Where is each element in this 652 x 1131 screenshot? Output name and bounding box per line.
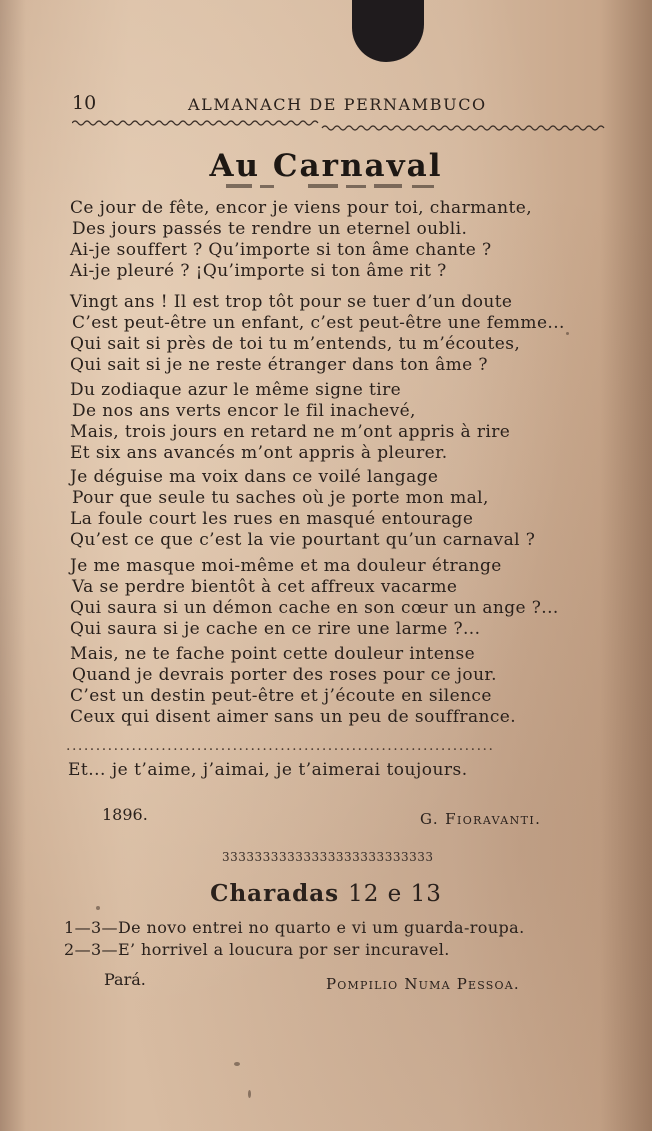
verse-line: Ceux qui disent aimer sans un peu de souffrance.: [70, 707, 517, 727]
page-header: [72, 92, 572, 120]
wavy-rule: [72, 118, 612, 132]
verse-line: Je déguise ma voix dans ce voilé langage: [70, 467, 439, 487]
poem-title: Au Carnaval: [209, 148, 443, 184]
charade-line: 1—3—De novo entrei no quarto e vi um guarda-roupa.: [64, 918, 525, 937]
dotted-separator: ........................................................................: [66, 738, 495, 754]
verse-line: Pour que seule tu saches où je porte mon mal,: [72, 488, 489, 508]
paper-speck: [248, 1090, 251, 1098]
poem-author: G. Fioravanti.: [420, 810, 542, 828]
paper-speck: [96, 906, 100, 910]
verse-line: De nos ans verts encor le fil inachevé,: [72, 401, 416, 421]
stanza-4: [70, 467, 630, 551]
verse-line: C’est peut-être un enfant, c’est peut-être une femme...: [72, 313, 565, 333]
charadas-author: Pompilio Numa Pessoa.: [326, 975, 520, 993]
verse-line: Des jours passés te rendre un eternel oubli.: [72, 219, 468, 239]
stanza-2: [70, 292, 630, 376]
verse-line: Qui sait si je ne reste étranger dans ton âme ?: [70, 355, 488, 375]
verse-line: Ai-je souffert ? Qu’importe si ton âme chante ?: [70, 240, 492, 260]
running-title: ALMANACH DE PERNAMBUCO: [188, 95, 487, 114]
charadas-numbers: 12 e 13: [348, 881, 442, 907]
verse-line: Vingt ans ! Il est trop tôt pour se tuer d’un doute: [70, 292, 513, 312]
verse-line: La foule court les rues en masqué entourage: [70, 509, 474, 529]
paper-speck: [234, 1062, 240, 1066]
ornamental-divider: 33333333333333333333333333: [222, 850, 434, 864]
stanza-6: [70, 644, 630, 728]
verse-line: Je me masque moi-même et ma douleur étrange: [70, 556, 502, 576]
charadas-title-text: Charadas: [210, 880, 340, 907]
verse-line: Mais, trois jours en retard ne m’ont appris à rire: [70, 422, 511, 442]
ink-blot: [352, 0, 424, 62]
title-underline-flourish: [222, 183, 472, 191]
verse-line: Qui saura si un démon cache en son cœur un ange ?...: [70, 598, 559, 618]
verse-line: Va se perdre bientôt à cet affreux vacarme: [72, 577, 458, 597]
verse-line: Qui saura si je cache en ce rire une larme ?...: [70, 619, 481, 639]
paper-speck: [566, 332, 569, 335]
stanza-1: [70, 198, 630, 282]
verse-line: C’est un destin peut-être et j’écoute en silence: [70, 686, 492, 706]
verse-line: Ce jour de fête, encor je viens pour toi, charmante,: [70, 198, 533, 218]
verse-line: Qui sait si près de toi tu m’entends, tu m’écoutes,: [70, 334, 521, 354]
verse-line: Mais, ne te fache point cette douleur intense: [70, 644, 476, 664]
stanza-3: [70, 380, 630, 464]
verse-line: Quand je devrais porter des roses pour ce jour.: [72, 665, 497, 685]
verse-line: Du zodiaque azur le même signe tire: [70, 380, 402, 400]
charadas-place: Pará.: [104, 970, 146, 989]
verse-line: Et six ans avancés m’ont appris à pleurer.: [70, 443, 448, 463]
verse-line: Qu’est ce que c’est la vie pourtant qu’un carnaval ?: [70, 530, 536, 550]
poem-year: 1896.: [102, 805, 148, 824]
charade-line: 2—3—E’ horrivel a loucura por ser incuravel.: [64, 940, 450, 959]
page-number: 10: [72, 92, 97, 114]
charadas-title: [0, 880, 652, 907]
verse-line: Ai-je pleuré ? ¡Qu’importe si ton âme rit ?: [70, 261, 447, 281]
stanza-5: [70, 556, 630, 640]
final-verse-line: Et... je t’aime, j’aimai, je t’aimerai toujours.: [68, 760, 468, 780]
